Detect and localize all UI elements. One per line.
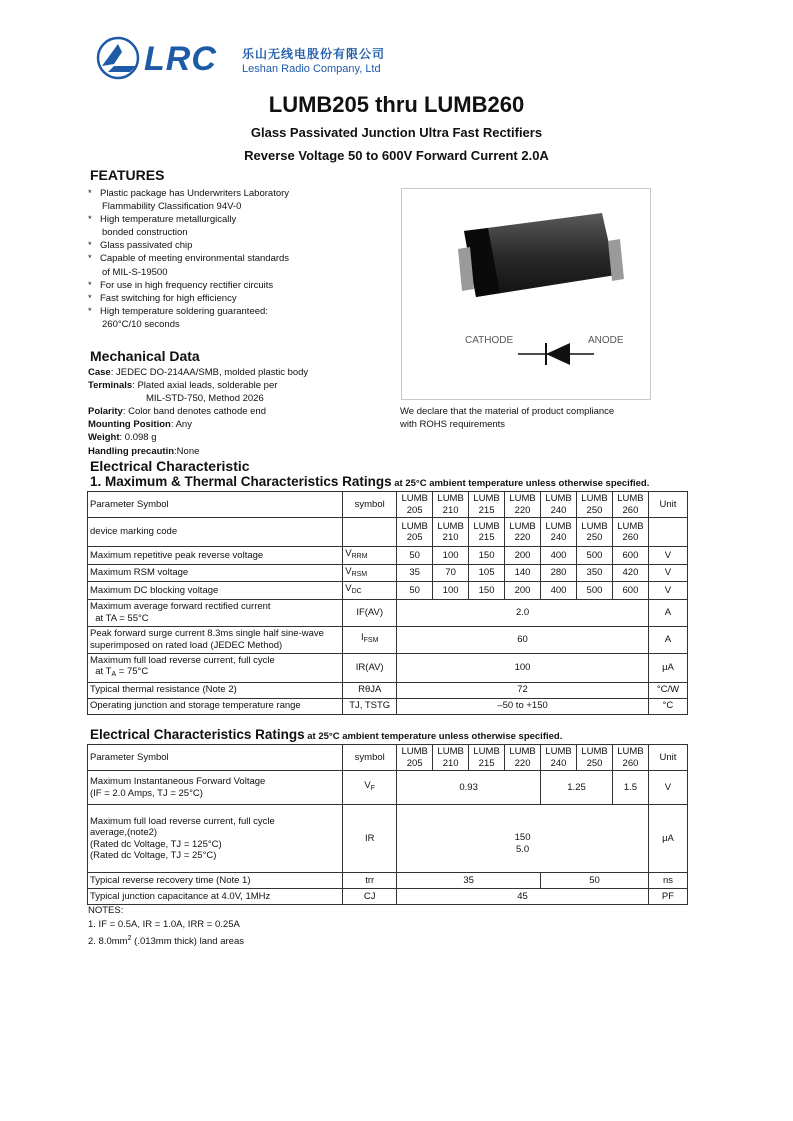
feature-item: * High temperature metallurgically	[88, 213, 388, 226]
table-row: Maximum DC blocking voltage $V_{DC}$ 50 100 150 200 400 500 600 V	[88, 582, 688, 600]
lrc-logo-icon	[96, 36, 140, 80]
smb-package-image	[402, 189, 650, 319]
table-row: Maximum full load reverse current, full cycle at $T_A = 75^\circ C$ IR(AV) 100 μA	[88, 653, 688, 682]
feature-item: * Capable of meeting environmental standards	[88, 252, 388, 265]
company-header	[96, 36, 416, 82]
features-heading: FEATURES	[90, 167, 165, 183]
features-list	[88, 187, 388, 331]
feature-item: * High temperature soldering guaranteed:	[88, 305, 388, 318]
mech-terminals: Terminals: Plated axial leads, solderable per	[88, 380, 278, 392]
cathode-label: CATHODE	[465, 335, 514, 346]
table-row: Typical reverse recovery time (Note 1) trr 35 50 ns	[88, 873, 688, 889]
mechanical-data-heading: Mechanical Data	[90, 348, 200, 364]
mech-case: Case: JEDEC DO-214AA/SMB, molded plastic body	[88, 367, 309, 378]
max-thermal-ratings-table	[87, 491, 688, 715]
mech-handling: Handling precautin:None	[88, 445, 200, 457]
feature-continuation: bonded construction	[102, 227, 188, 239]
table2-title: Electrical Characteristics Ratings at 25°C ambient temperature unless otherwise specified.	[90, 727, 563, 742]
document-subtitle: Glass Passivated Junction Ultra Fast Rectifiers	[250, 125, 543, 140]
rohs-statement: We declare that the material of product compliance with ROHS requirements	[400, 406, 615, 431]
company-name-english: Leshan Radio Company, Ltd	[242, 63, 381, 75]
document-title: LUMB205 thru LUMB260	[268, 92, 525, 117]
table-row: Operating junction and storage temperature range TJ, TSTG –50 to +150 °C	[88, 698, 688, 714]
table-row: Typical junction capacitance at 4.0V, 1MHz CJ 45 PF	[88, 889, 688, 905]
table-row: Typical thermal resistance (Note 2) RθJA 72 °C/W	[88, 682, 688, 698]
diode-symbol-icon	[516, 339, 596, 369]
table-row: Parameter Symbol symbol LUMB 205 LUMB 210 LUMB 215 LUMB 220 LUMB 240 LUMB 250 LUMB 260 Unit	[88, 745, 688, 771]
table-row: Parameter Symbol symbol LUMB 205 LUMB 210 LUMB 215 LUMB 220 LUMB 240 LUMB 250 LUMB 260 Unit	[88, 492, 688, 518]
feature-item: * For use in high frequency rectifier circuits	[88, 279, 388, 292]
electrical-heading: Electrical Characteristic	[90, 458, 250, 474]
feature-item: * Glass passivated chip	[88, 239, 388, 252]
logo-text: LRC	[144, 40, 217, 78]
document-subtitle-ratings: Reverse Voltage 50 to 600V Forward Current 2.0A	[244, 148, 549, 163]
table-row: Maximum RSM voltage $V_{RSM}$ 35 70 105 140 280 350 420 V	[88, 564, 688, 582]
feature-continuation: of MIL-S-19500	[102, 266, 168, 278]
table-row: Maximum Instantaneous Forward Voltage (IF = 2.0 Amps, TJ = 25°C) $V_F$ 0.93 1.25 1.5 V	[88, 771, 688, 805]
notes-section	[88, 904, 244, 949]
table-row: device marking code LUMB 205 LUMB 210 LUMB 215 LUMB 220 LUMB 240 LUMB 250 LUMB 260	[88, 518, 688, 547]
mech-polarity: Polarity: Color band denotes cathode end	[88, 406, 266, 418]
feature-item: * Plastic package has Underwriters Laboratory	[88, 187, 388, 200]
table-row: Peak forward surge current 8.3ms single half sine-wave superimposed on rated load (JEDEC Method) $I_{FSM}$ 60 A	[88, 626, 688, 653]
table-row: Maximum full load reverse current, full cycle average,(note2) (Rated dc Voltage, TJ = 125°C) (Rated dc Voltage, TJ = 25°C) IR 150 5.0 μA	[88, 805, 688, 873]
mechanical-data-list	[88, 366, 408, 458]
feature-item: * Fast switching for high efficiency	[88, 292, 388, 305]
note-1: 1. IF = 0.5A, IR = 1.0A, IRR = 0.25A	[88, 919, 240, 930]
table-row: Maximum average forward rectified current at TA = 55°C IF(AV) 2.0 A	[88, 599, 688, 626]
product-figure	[401, 188, 651, 400]
mech-terminals-cont: MIL-STD-750, Method 2026	[146, 393, 264, 405]
table-row: Maximum repetitive peak reverse voltage $V_{RRM}$ 50 100 150 200 400 500 600 V	[88, 547, 688, 565]
feature-continuation: Flammability Classification 94V-0	[102, 201, 242, 213]
notes-title: NOTES:	[88, 905, 124, 916]
company-name-chinese: 乐山无线电股份有限公司	[242, 47, 386, 61]
feature-continuation: 260°C/10 seconds	[102, 318, 180, 330]
anode-label: ANODE	[588, 335, 624, 346]
mech-mounting: Mounting Position: Any	[88, 419, 192, 431]
electrical-characteristics-table	[87, 744, 688, 905]
table1-title: 1. Maximum & Thermal Characteristics Ratings at 25°C ambient temperature unless otherwise specified.	[90, 474, 650, 489]
mech-weight: Weight: 0.098 g	[88, 432, 157, 444]
note-2: 2. $8.0mm^2$ (.013mm thick) land areas	[88, 935, 244, 947]
